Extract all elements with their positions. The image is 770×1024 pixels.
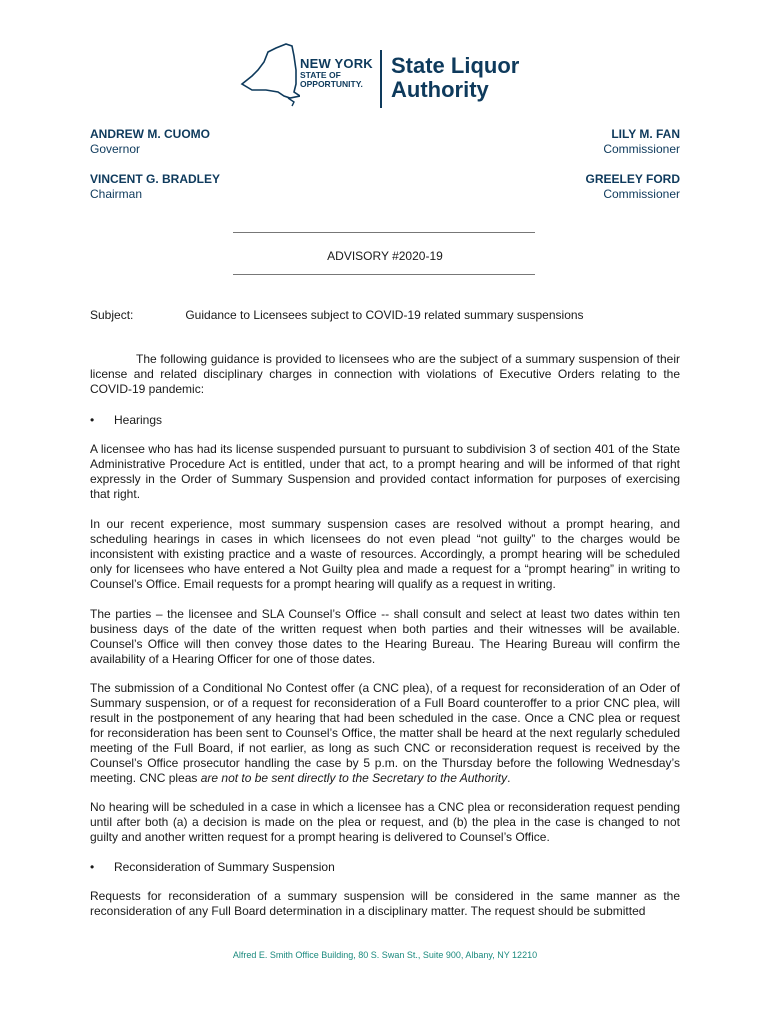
official-commissioner-ford: GREELEY FORD Commissioner <box>585 172 680 201</box>
official-governor: ANDREW M. CUOMO Governor <box>90 127 210 156</box>
horizontal-rule <box>233 232 535 233</box>
officials-row <box>90 127 680 172</box>
ny-wordmark: NEW YORK <box>300 56 373 71</box>
new-york-state-outline-icon <box>238 40 300 112</box>
footer-address: Alfred E. Smith Office Building, 80 S. Swan St., Suite 900, Albany, NY 12210 <box>232 950 538 960</box>
advisory-number: ADVISORY #2020-19 <box>327 249 443 263</box>
horizontal-rule <box>233 274 535 275</box>
official-commissioner-fan: LILY M. FAN Commissioner <box>603 127 680 156</box>
paragraph: Requests for reconsideration of a summary suspension will be considered in the same manner as the reconsideration of any Full Board determination in a disciplinary matter. The request should be submitted <box>90 889 680 918</box>
bullet-icon: • <box>90 413 95 427</box>
subject-text: Guidance to Licensees subject to COVID-19 related summary suspensions <box>185 308 584 322</box>
officials-row <box>90 172 680 202</box>
paragraph: In our recent experience, most summary suspension cases are resolved without a prompt hearing, and scheduling hearings in cases in which licensees do not even plead “not guilty” to the charges would be inconsistent with existing practice and a waste of resources. Accordingly, a prompt hearing will be scheduled only for licensees who have entered a Not Guilty plea and made a request for a “prompt hearing” in writing to Counsel’s Office. Email requests for a prompt hearing will qualify as a request in writing. <box>90 517 680 591</box>
intro-paragraph: The following guidance is provided to licensees who are the subject of a summary suspension of their license and related disciplinary charges in connection with violations of Executive Orders relating to the COVID-19 pandemic: <box>90 352 680 396</box>
paragraph: The submission of a Conditional No Contest offer (a CNC plea), of a request for reconsideration of an Oder of Summary suspension, or of a request for reconsideration of a Full Board counteroffer to a prior CNC plea, will result in the postponement of any hearing that had been scheduled in the case. Once a CNC plea or request for reconsideration has been sent to Counsel’s Office, the matter shall be heard at the next regularly scheduled meeting of the Full Board, if not earlier, as long as such CNC or reconsideration request is received by the Counsel’s Office prosecutor handling the case by 5 p.m. on the Thursday before the following Wednesday’s meeting. CNC pleas are not to be sent directly to the Secretary to the Authority. <box>90 681 680 785</box>
bullet-icon: • <box>90 860 95 874</box>
agency-name: State Liquor Authority <box>391 53 520 102</box>
section-heading-reconsideration: • Reconsideration of Summary Suspension <box>90 860 335 874</box>
section-heading-hearings: • Hearings <box>90 413 163 427</box>
paragraph: A licensee who has had its license suspended pursuant to pursuant to subdivision 3 of section 401 of the State Administrative Procedure Act is entitled, under that act, to a prompt hearing and will be informed of that right expressly in the Order of Summary Suspension and provided contact information for purposes of exercising that right. <box>90 442 680 501</box>
ny-tagline: STATE OF OPPORTUNITY. <box>300 70 363 89</box>
subject-label: Subject: <box>90 308 134 322</box>
officials-block <box>90 127 680 202</box>
paragraph: The parties – the licensee and SLA Counsel’s Office -- shall consult and select at least two dates within ten business days of the date of the written request when both parties and their witnesses will be available. Counsel’s Office will then convey those dates to the Hearing Bureau. The Hearing Bureau will confirm the availability of a Hearing Officer for one of those dates. <box>90 607 680 666</box>
subject-line <box>90 308 584 322</box>
letterhead-logo <box>238 40 538 112</box>
logo-divider <box>380 50 382 108</box>
paragraph: No hearing will be scheduled in a case in which a licensee has a CNC plea or reconsideration request pending until after both (a) a decision is made on the plea or request, and (b) the plea in the case is changed to not guilty and another written request for a prompt hearing is delivered to Counsel’s Office. <box>90 800 680 844</box>
official-chairman: VINCENT G. BRADLEY Chairman <box>90 172 221 201</box>
